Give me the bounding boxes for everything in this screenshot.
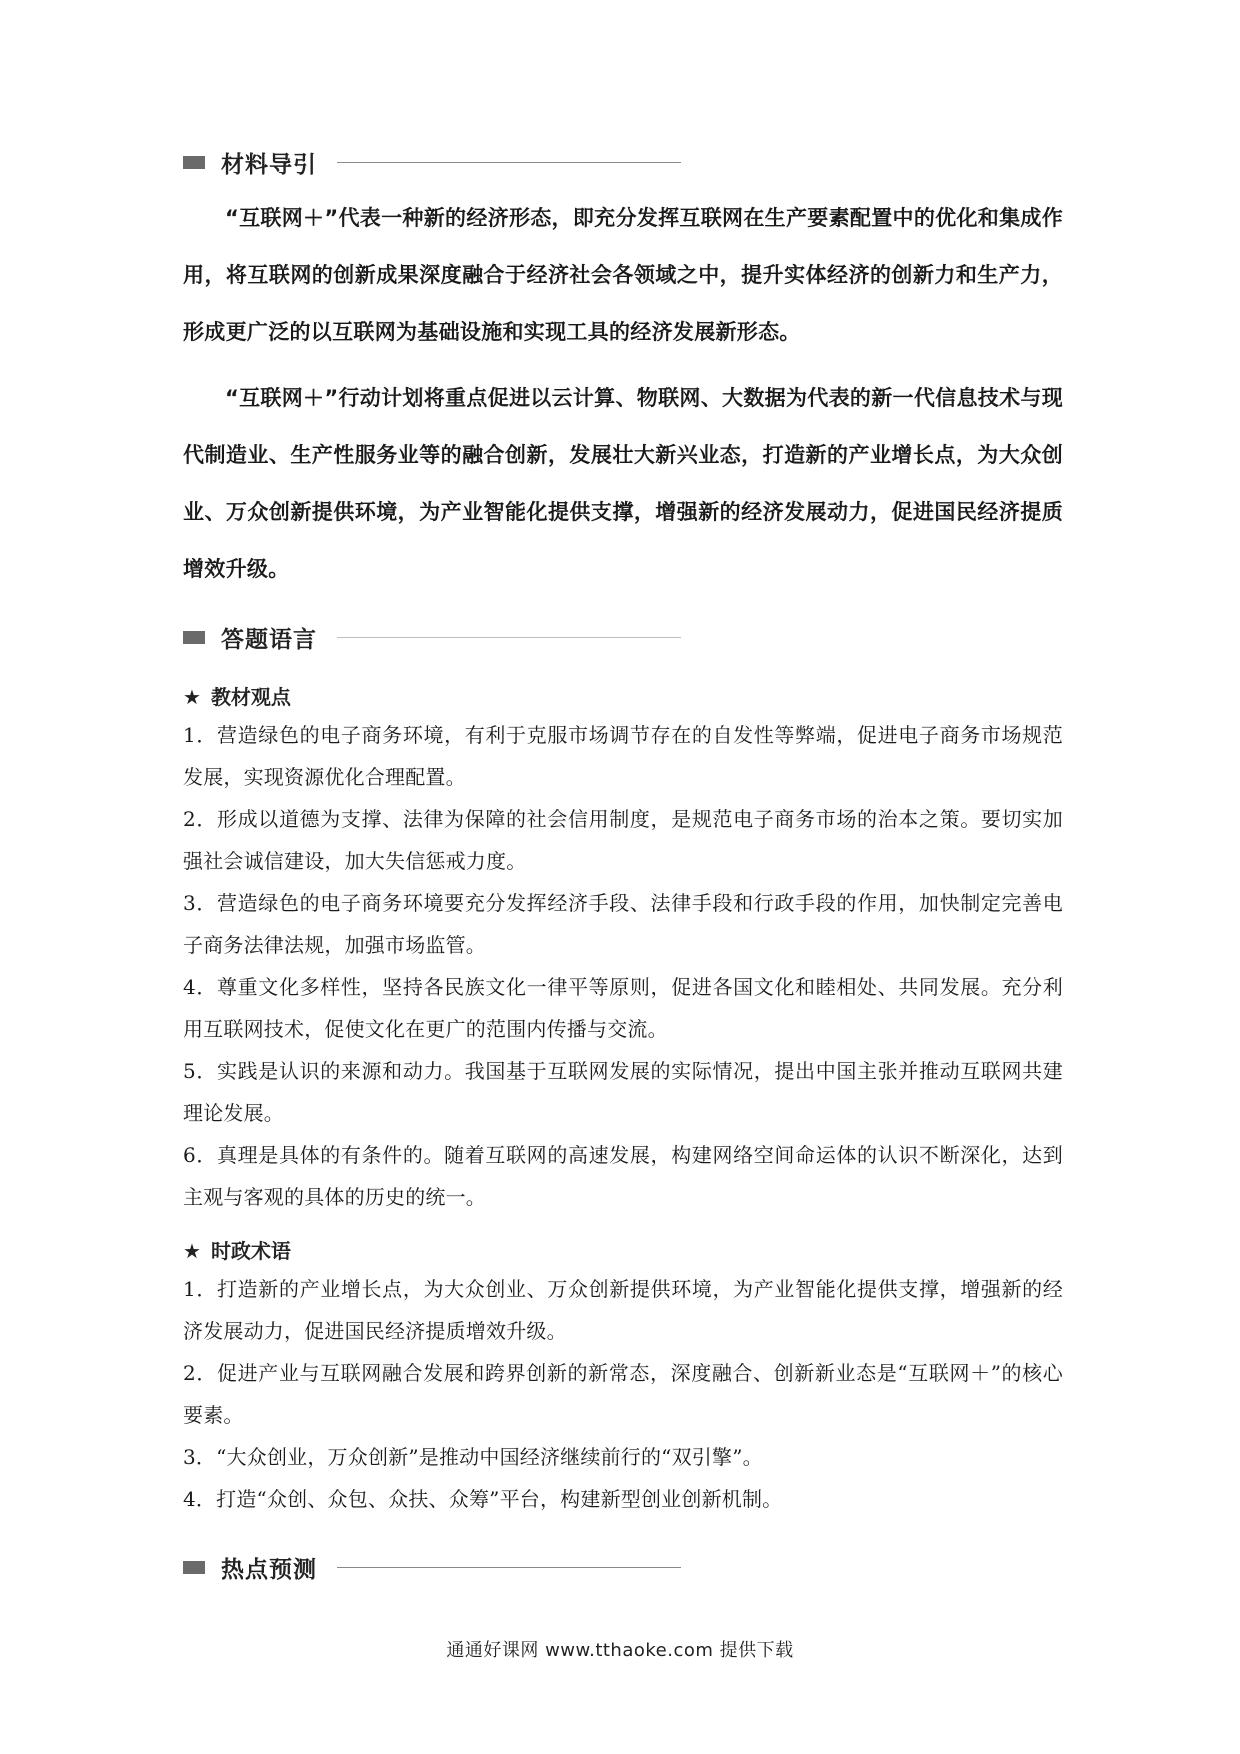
- section-header-answer: [183, 617, 681, 657]
- list-item: 4．尊重文化多样性，坚持各民族文化一律平等原则，促进各国文化和睦相处、共同发展。充分利用互联网技术，促使文化在更广的范围内传播与交流。: [183, 975, 1063, 1041]
- section-title: 材料导引: [221, 151, 317, 178]
- subheading-label: 教材观点: [210, 685, 291, 709]
- subheading-textbook: [183, 682, 291, 712]
- section-marker: [183, 1561, 205, 1574]
- political-terms-list: [183, 1268, 1063, 1520]
- list-item: 4．打造“众创、众包、众扶、众筹”平台，构建新型创业创新机制。: [183, 1487, 783, 1511]
- section-rule: [337, 1567, 681, 1568]
- list-item: 2．促进产业与互联网融合发展和跨界创新的新常态，深度融合、创新新业态是“互联网＋”的核心要素。: [183, 1361, 1063, 1427]
- section-rule: [337, 637, 681, 638]
- subheading-terms: [183, 1236, 291, 1266]
- section-marker: [183, 156, 205, 169]
- list-item: 2．形成以道德为支撑、法律为保障的社会信用制度，是规范电子商务市场的治本之策。要切实加强社会诚信建设，加大失信惩戒力度。: [183, 807, 1063, 873]
- list-item: 6．真理是具体的有条件的。随着互联网的高速发展，构建网络空间命运体的认识不断深化，达到主观与客观的具体的历史的统一。: [183, 1143, 1063, 1209]
- page-footer: 通通好课网 www.tthaoke.com 提供下载: [446, 1640, 794, 1661]
- textbook-points-list: [183, 714, 1063, 1218]
- section-marker: [183, 631, 205, 644]
- section-title: 热点预测: [221, 1556, 317, 1583]
- star-icon: ★: [183, 685, 201, 709]
- section-header-intro: [183, 142, 681, 182]
- list-item: 1．打造新的产业增长点，为大众创业、万众创新提供环境，为产业智能化提供支撑，增强新的经济发展动力，促进国民经济提质增效升级。: [183, 1277, 1063, 1343]
- list-item: 1．营造绿色的电子商务环境，有利于克服市场调节存在的自发性等弊端，促进电子商务市场规范发展，实现资源优化合理配置。: [183, 723, 1063, 789]
- intro-paragraph-1: “互联网＋”代表一种新的经济形态，即充分发挥互联网在生产要素配置中的优化和集成作用，将互联网的创新成果深度融合于经济社会各领域之中，提升实体经济的创新力和生产力，形成更广泛的以互联网为基础设施和实现工具的经济发展新形态。: [183, 206, 1063, 344]
- intro-paragraph-2: “互联网＋”行动计划将重点促进以云计算、物联网、大数据为代表的新一代信息技术与现代制造业、生产性服务业等的融合创新，发展壮大新兴业态，打造新的产业增长点，为大众创业、万众创新提供环境，为产业智能化提供支撑，增强新的经济发展动力，促进国民经济提质增效升级。: [183, 386, 1063, 581]
- list-item: 3．“大众创业，万众创新”是推动中国经济继续前行的“双引擎”。: [183, 1445, 763, 1469]
- star-icon: ★: [183, 1239, 201, 1263]
- section-title: 答题语言: [221, 626, 317, 653]
- section-rule: [337, 162, 681, 163]
- section-header-forecast: [183, 1547, 681, 1587]
- list-item: 3．营造绿色的电子商务环境要充分发挥经济手段、法律手段和行政手段的作用，加快制定完善电子商务法律法规，加强市场监管。: [183, 891, 1063, 957]
- list-item: 5．实践是认识的来源和动力。我国基于互联网发展的实际情况，提出中国主张并推动互联网共建理论发展。: [183, 1059, 1063, 1125]
- subheading-label: 时政术语: [210, 1239, 291, 1263]
